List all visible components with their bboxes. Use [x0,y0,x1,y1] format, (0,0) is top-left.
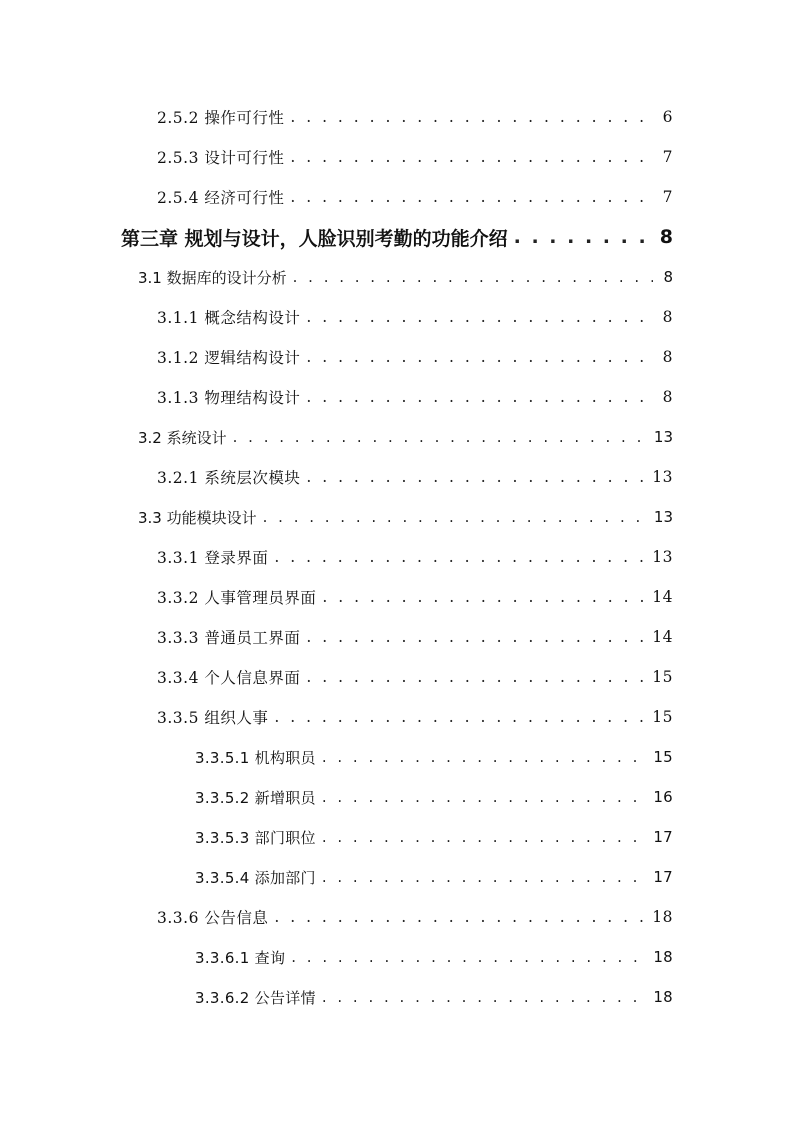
dot-leader [306,668,646,686]
toc-page-number: 13 [652,548,673,566]
toc-entry-title: 2.5.3 设计可行性 [157,149,285,167]
toc-section-title: 3.3 功能模块设计 [138,508,257,527]
toc-entry-3-1-3[interactable] [0,377,793,417]
toc-page-number: 8 [662,348,673,366]
dot-leader [274,548,646,566]
dot-leader [306,388,653,406]
toc-page-number: 13 [653,508,673,526]
toc-entry-title: 3.1.2 逻辑结构设计 [157,349,301,367]
toc-entry-title: 3.3.6.1 查询 [195,948,286,967]
dot-leader [274,708,646,726]
dot-leader [263,508,648,526]
toc-page-number: 18 [653,948,673,966]
dot-leader [306,628,646,646]
toc-entry-2-5-3[interactable] [0,137,793,177]
dot-leader [290,108,653,126]
toc-entry-3-3-5-3[interactable] [0,817,793,857]
toc-entry-title: 3.1.1 概念结构设计 [157,309,301,327]
table-of-contents [0,97,793,1017]
toc-page-number: 17 [653,828,673,846]
toc-entry-3-3-5[interactable] [0,697,793,737]
toc-entry-3-3-6[interactable] [0,897,793,937]
toc-entry-title: 3.3.1 登录界面 [157,549,269,567]
toc-chapter-title: 第三章 规划与设计，人脸识别考勤的功能介绍 [121,227,508,250]
dot-leader [274,908,646,926]
toc-entry-3-3-5-4[interactable] [0,857,793,897]
toc-entry-title: 3.1.3 物理结构设计 [157,389,301,407]
toc-entry-2-5-2[interactable] [0,97,793,137]
toc-page-number: 17 [653,868,673,886]
dot-leader [322,988,647,1006]
toc-entry-title: 3.3.5.4 添加部门 [195,868,316,887]
toc-page-number: 8 [663,268,673,286]
toc-entry-title: 3.3.2 人事管理员界面 [157,589,317,607]
dot-leader [322,788,647,806]
toc-entry-3-1[interactable] [0,257,793,297]
toc-entry-chapter-3[interactable] [0,217,793,257]
dot-leader [290,188,653,206]
dot-leader [322,868,647,886]
toc-entry-title: 3.3.5.1 机构职员 [195,748,316,767]
toc-page-number: 13 [653,428,673,446]
toc-entry-3-1-2[interactable] [0,337,793,377]
toc-entry-title: 3.2.1 系统层次模块 [157,469,301,487]
toc-entry-3-3[interactable] [0,497,793,537]
toc-entry-title: 3.3.6.2 公告详情 [195,988,316,1007]
toc-entry-3-3-2[interactable] [0,577,793,617]
toc-entry-3-1-1[interactable] [0,297,793,337]
toc-entry-3-3-3[interactable] [0,617,793,657]
toc-entry-3-3-4[interactable] [0,657,793,697]
dot-leader [306,308,653,326]
toc-page-number: 8 [662,308,673,326]
toc-entry-title: 3.3.6 公告信息 [157,909,269,927]
dot-leader [306,468,646,486]
dot-leader [322,748,647,766]
toc-page-number: 14 [652,588,673,606]
toc-entry-title: 3.3.3 普通员工界面 [157,629,301,647]
toc-entry-3-3-5-1[interactable] [0,737,793,777]
toc-page-number: 7 [662,188,673,206]
toc-entry-3-3-5-2[interactable] [0,777,793,817]
toc-entry-title: 3.3.5.3 部门职位 [195,828,316,847]
toc-page-number: 8 [662,388,673,406]
dot-leader [514,226,653,248]
toc-page-number: 16 [653,788,673,806]
dot-leader [293,268,653,286]
toc-section-title: 3.1 数据库的设计分析 [138,268,287,287]
dot-leader [306,348,653,366]
toc-page-number: 14 [652,628,673,646]
toc-entry-3-3-6-1[interactable] [0,937,793,977]
toc-entry-3-2-1[interactable] [0,457,793,497]
toc-page-number: 15 [653,748,673,766]
toc-page-number: 15 [652,708,673,726]
dot-leader [233,428,648,446]
toc-page-number: 15 [652,668,673,686]
toc-page-number: 13 [652,468,673,486]
toc-page-number: 18 [653,988,673,1006]
dot-leader [322,828,647,846]
toc-page-number: 8 [659,226,673,248]
toc-entry-title: 2.5.2 操作可行性 [157,109,285,127]
toc-page-number: 7 [662,148,673,166]
toc-page-number: 6 [662,108,673,126]
toc-entry-2-5-4[interactable] [0,177,793,217]
toc-entry-title: 2.5.4 经济可行性 [157,189,285,207]
toc-entry-title: 3.3.5.2 新增职员 [195,788,316,807]
dot-leader [322,588,646,606]
toc-entry-3-3-6-2[interactable] [0,977,793,1017]
toc-section-title: 3.2 系统设计 [138,428,227,447]
toc-entry-3-3-1[interactable] [0,537,793,577]
dot-leader [290,148,653,166]
dot-leader [291,948,647,966]
toc-entry-3-2[interactable] [0,417,793,457]
toc-page-number: 18 [652,908,673,926]
toc-entry-title: 3.3.5 组织人事 [157,709,269,727]
toc-entry-title: 3.3.4 个人信息界面 [157,669,301,687]
